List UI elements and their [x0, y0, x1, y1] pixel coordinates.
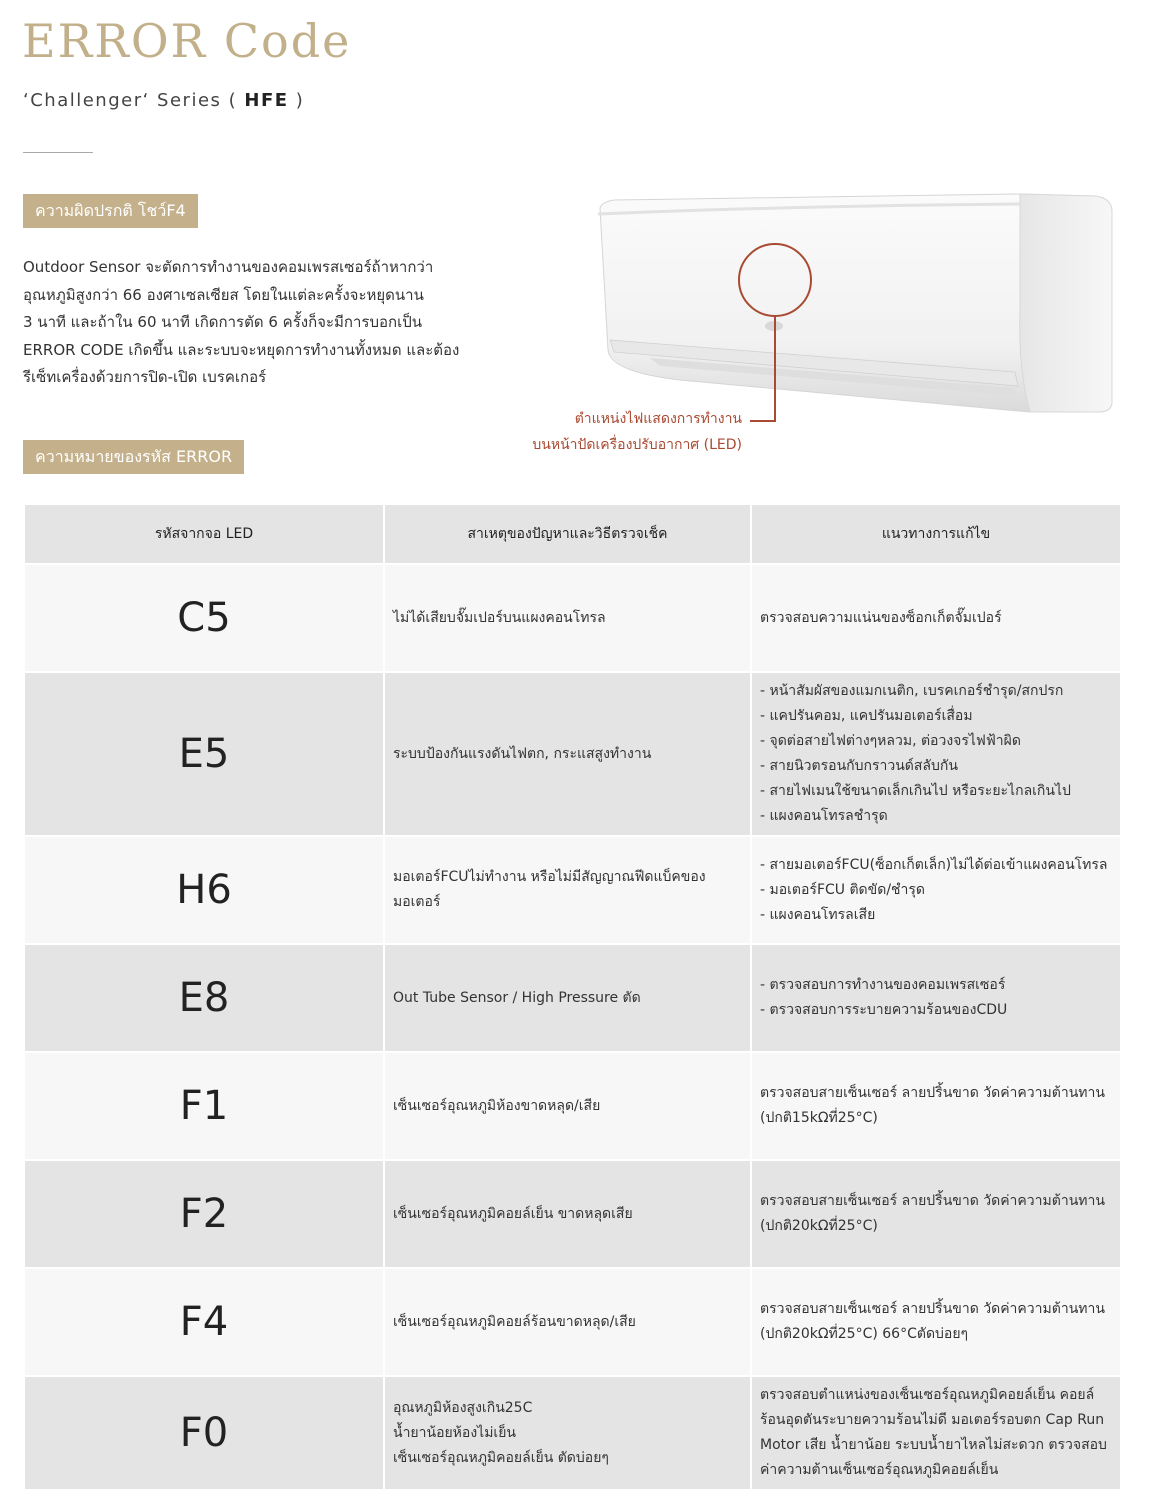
- error-code-table: [23, 503, 1122, 1491]
- fix-cell: [752, 1377, 1120, 1489]
- table-row: [25, 1161, 1120, 1267]
- error-code-cell: C5: [25, 565, 383, 671]
- cause-line: น้ำยาน้อยห้องไม่เย็น: [393, 1424, 516, 1441]
- error-code-cell: F2: [25, 1161, 383, 1267]
- fix-cell: [752, 565, 1120, 671]
- cause-cell: [385, 945, 750, 1051]
- fix-cell: [752, 1053, 1120, 1159]
- header-fix: แนวทางการแก้ไข: [752, 505, 1120, 563]
- cause-cell: [385, 837, 750, 943]
- fault-description-line: อุณหภูมิสูงกว่า 66 องศาเซลเซียส โดยในแต่ละครั้งจะหยุดนาน: [23, 285, 424, 304]
- fix-line: - สายมอเตอร์FCU(ซ็อกเก็ตเล็ก)ไม่ได้ต่อเข้าแผงคอนโทรล: [760, 856, 1108, 873]
- table-header-row: [25, 505, 1120, 563]
- cause-cell: [385, 1269, 750, 1375]
- cause-cell: [385, 565, 750, 671]
- cause-line: ไม่ได้เสียบจั๊มเปอร์บนแผงคอนโทรล: [393, 609, 606, 626]
- cause-line: มอเตอร์: [393, 894, 441, 910]
- cause-line: มอเตอร์FCUไม่ทำงาน หรือไม่มีสัญญาณฟีดแบ็คของ: [393, 869, 706, 885]
- subtitle-model: HFE: [244, 90, 289, 111]
- led-caption-line: บนหน้าปัดเครื่องปรับอากาศ (LED): [532, 437, 742, 453]
- cause-line: เซ็นเซอร์อุณหภูมิห้องขาดหลุด/เสีย: [393, 1097, 601, 1114]
- air-conditioner-illustration: [590, 190, 1120, 430]
- fix-cell: [752, 945, 1120, 1051]
- header-cause: สาเหตุของปัญหาและวิธีตรวจเช็ค: [385, 505, 750, 563]
- fix-line: - แคปรันคอม, แคปรันมอเตอร์เสื่อม: [760, 708, 973, 724]
- fix-line: (ปกติ20kΩที่25°C): [760, 1218, 878, 1234]
- subtitle-suffix: ): [295, 90, 305, 111]
- fix-line: - ตรวจสอบการทำงานของคอมเพรสเซอร์: [760, 977, 1006, 993]
- page-title: ERROR Code: [22, 14, 352, 68]
- fix-line: - แผงคอนโทรลเสีย: [760, 906, 876, 923]
- cause-line: เซ็นเซอร์อุณหภูมิคอยล์เย็น ตัดบ่อยๆ: [393, 1449, 609, 1466]
- table-row: [25, 837, 1120, 943]
- cause-line: ระบบป้องกันแรงดันไฟตก, กระแสสูงทำงาน: [393, 745, 652, 762]
- fault-section-tag: ความผิดปรกติ โชว์F4: [23, 194, 198, 228]
- cause-cell: [385, 673, 750, 835]
- header-led-code: รหัสจากจอ LED: [25, 505, 383, 563]
- fault-description: [23, 254, 473, 392]
- table-row: [25, 565, 1120, 671]
- subtitle-prefix: ‘Challenger‘ Series (: [23, 90, 238, 111]
- table-row: [25, 1053, 1120, 1159]
- cause-line: Out Tube Sensor / High Pressure ตัด: [393, 989, 641, 1006]
- cause-cell: [385, 1161, 750, 1267]
- fix-line: (ปกติ15kΩที่25°C): [760, 1110, 878, 1126]
- series-subtitle: [23, 90, 304, 111]
- fix-line: - สายนิวตรอนกับกราวนด์สลับกัน: [760, 758, 958, 774]
- fix-line: - จุดต่อสายไฟต่างๆหลวม, ต่อวงจรไฟฟ้าผิด: [760, 733, 1021, 749]
- cause-line: อุณหภูมิห้องสูงเกิน25C: [393, 1399, 533, 1416]
- fix-line: - สายไฟเมนใช้ขนาดเล็กเกินไป หรือระยะไกลเกินไป: [760, 783, 1071, 799]
- cause-line: เซ็นเซอร์อุณหภูมิคอยล์ร้อนขาดหลุด/เสีย: [393, 1313, 636, 1330]
- cause-cell: [385, 1053, 750, 1159]
- fix-line: (ปกติ20kΩที่25°C) 66°Cตัดบ่อยๆ: [760, 1326, 969, 1342]
- led-caption-line: ตำแหน่งไฟแสดงการทำงาน: [574, 411, 742, 427]
- error-code-cell: E5: [25, 673, 383, 835]
- fix-line: ตรวจสอบความแน่นของซ็อกเก็ตจั๊มเปอร์: [760, 609, 1002, 626]
- fault-description-line: รีเซ็ทเครื่องด้วยการปิด-เปิด เบรคเกอร์: [23, 368, 267, 386]
- fix-cell: [752, 1269, 1120, 1375]
- error-code-cell: E8: [25, 945, 383, 1051]
- fix-line: - มอเตอร์FCU ติดขัด/ชำรุด: [760, 881, 926, 898]
- fault-description-line: 3 นาที และถ้าใน 60 นาที เกิดการตัด 6 ครั้งก็จะมีการบอกเป็น: [23, 313, 422, 331]
- fix-cell: [752, 673, 1120, 835]
- fix-cell: [752, 837, 1120, 943]
- led-caption: [532, 406, 742, 458]
- error-code-cell: F0: [25, 1377, 383, 1489]
- fix-line: ตรวจสอบสายเซ็นเซอร์ ลายปริ้นขาด วัดค่าความต้านทาน: [760, 1193, 1105, 1209]
- table-row: [25, 1377, 1120, 1489]
- fix-paragraph: ตรวจสอบตำแหน่งของเซ็นเซอร์อุณหภูมิคอยล์เย็น คอยล์ร้อนอุดตันระบายความร้อนไม่ดี มอเตอร์รอบตก Cap Run Motor เสีย น้ำยาน้อย ระบบน้ำยาไหลไม่สะดวก ตรวจสอบค่าความต้านเซ็นเซอร์อุณหภูมิคอยล์เย็น: [760, 1387, 1107, 1478]
- table-row: [25, 673, 1120, 835]
- fix-line: - หน้าสัมผัสของแมกเนติก, เบรคเกอร์ชำรุด/สกปรก: [760, 683, 1064, 699]
- fix-line: - ตรวจสอบการระบายความร้อนของCDU: [760, 1002, 1008, 1018]
- error-code-cell: H6: [25, 837, 383, 943]
- fix-line: ตรวจสอบสายเซ็นเซอร์ ลายปริ้นขาด วัดค่าความต้านทาน: [760, 1085, 1105, 1101]
- fault-description-line: Outdoor Sensor จะตัดการทำงานของคอมเพรสเซอร์ถ้าหากว่า: [23, 258, 434, 276]
- error-code-cell: F1: [25, 1053, 383, 1159]
- title-divider: [23, 152, 93, 153]
- meaning-section-tag: ความหมายของรหัส ERROR: [23, 440, 244, 474]
- table-row: [25, 945, 1120, 1051]
- cause-cell: [385, 1377, 750, 1489]
- table-row: [25, 1269, 1120, 1375]
- error-code-cell: F4: [25, 1269, 383, 1375]
- fix-line: ตรวจสอบสายเซ็นเซอร์ ลายปริ้นขาด วัดค่าความต้านทาน: [760, 1301, 1105, 1317]
- fix-cell: [752, 1161, 1120, 1267]
- cause-line: เซ็นเซอร์อุณหภูมิคอยล์เย็น ขาดหลุดเสีย: [393, 1205, 633, 1222]
- fix-line: - แผงคอนโทรลชำรุด: [760, 808, 888, 824]
- fault-description-line: ERROR CODE เกิดขึ้น และระบบจะหยุดการทำงานทั้งหมด และต้อง: [23, 340, 460, 359]
